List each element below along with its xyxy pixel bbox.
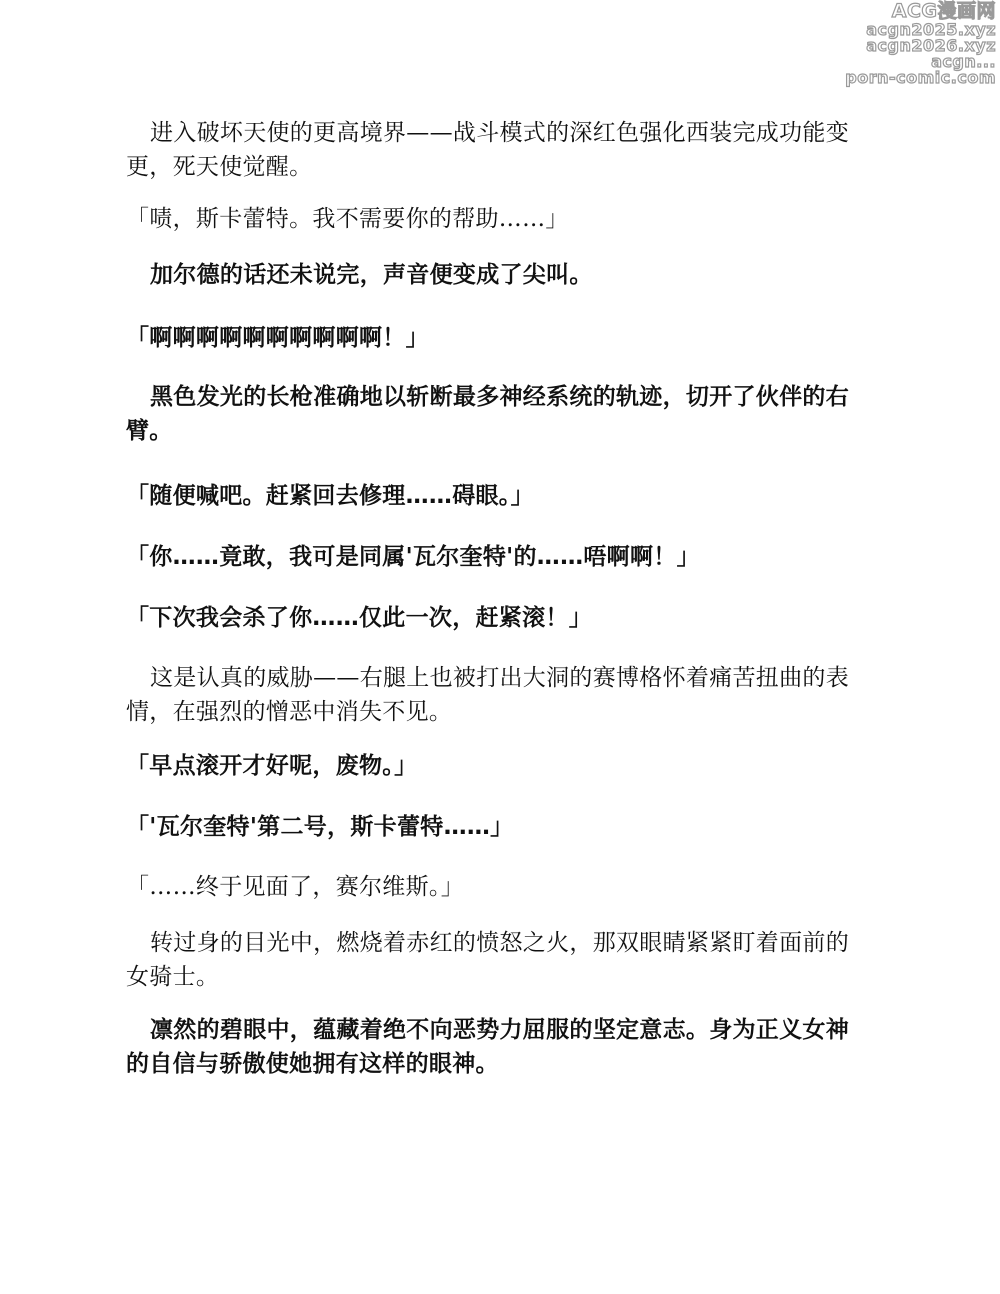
- paragraph-5: 黑色发光的长枪准确地以斩断最多神经系统的轨迹，切开了伙伴的右臂。: [126, 384, 849, 444]
- watermark-url-2: acgn2026.xyz: [866, 36, 996, 55]
- paragraph-13: 转过身的目光中，燃烧着赤红的愤怒之火，那双眼睛紧紧盯着面前的女骑士。: [126, 930, 849, 990]
- paragraph-10: 「早点滚开才好呢，废物。」: [126, 753, 418, 779]
- paragraph-6: 「随便喊吧。赶紧回去修理……碍眼。」: [126, 483, 534, 509]
- paragraph-8: 「下次我会杀了你……仅此一次，赶紧滚！」: [126, 605, 592, 631]
- paragraph-14: 凛然的碧眼中，蕴藏着绝不向恶势力屈服的坚定意志。身为正义女神的自信与骄傲使她拥有这样的眼神。: [126, 1017, 849, 1077]
- paragraph-9: 这是认真的威胁——右腿上也被打出大洞的赛博格怀着痛苦扭曲的表情，在强烈的憎恶中消失不见。: [126, 665, 849, 725]
- paragraph-7: 「你……竟敢，我可是同属'瓦尔奎特'的……唔啊啊！」: [126, 544, 700, 570]
- watermark-url-3: acgn...: [931, 52, 996, 71]
- watermark-title: ACG漫画网: [891, 0, 996, 22]
- watermark-url-4: porn-comic.com: [845, 68, 996, 87]
- watermark: [845, 0, 996, 86]
- paragraph-11: 「'瓦尔奎特'第二号，斯卡蕾特……」: [126, 814, 514, 840]
- paragraph-12: 「……终于见面了，赛尔维斯。」: [126, 874, 464, 900]
- paragraph-4: 「啊啊啊啊啊啊啊啊啊啊！」: [126, 325, 429, 351]
- watermark-url-1: acgn2025.xyz: [866, 20, 996, 39]
- paragraph-1: 进入破坏天使的更高境界——战斗模式的深红色强化西装完成功能变更，死天使觉醒。: [126, 120, 849, 180]
- paragraph-3: 加尔德的话还未说完，声音便变成了尖叫。: [150, 262, 593, 288]
- paragraph-2: 「啧，斯卡蕾特。我不需要你的帮助……」: [126, 206, 569, 232]
